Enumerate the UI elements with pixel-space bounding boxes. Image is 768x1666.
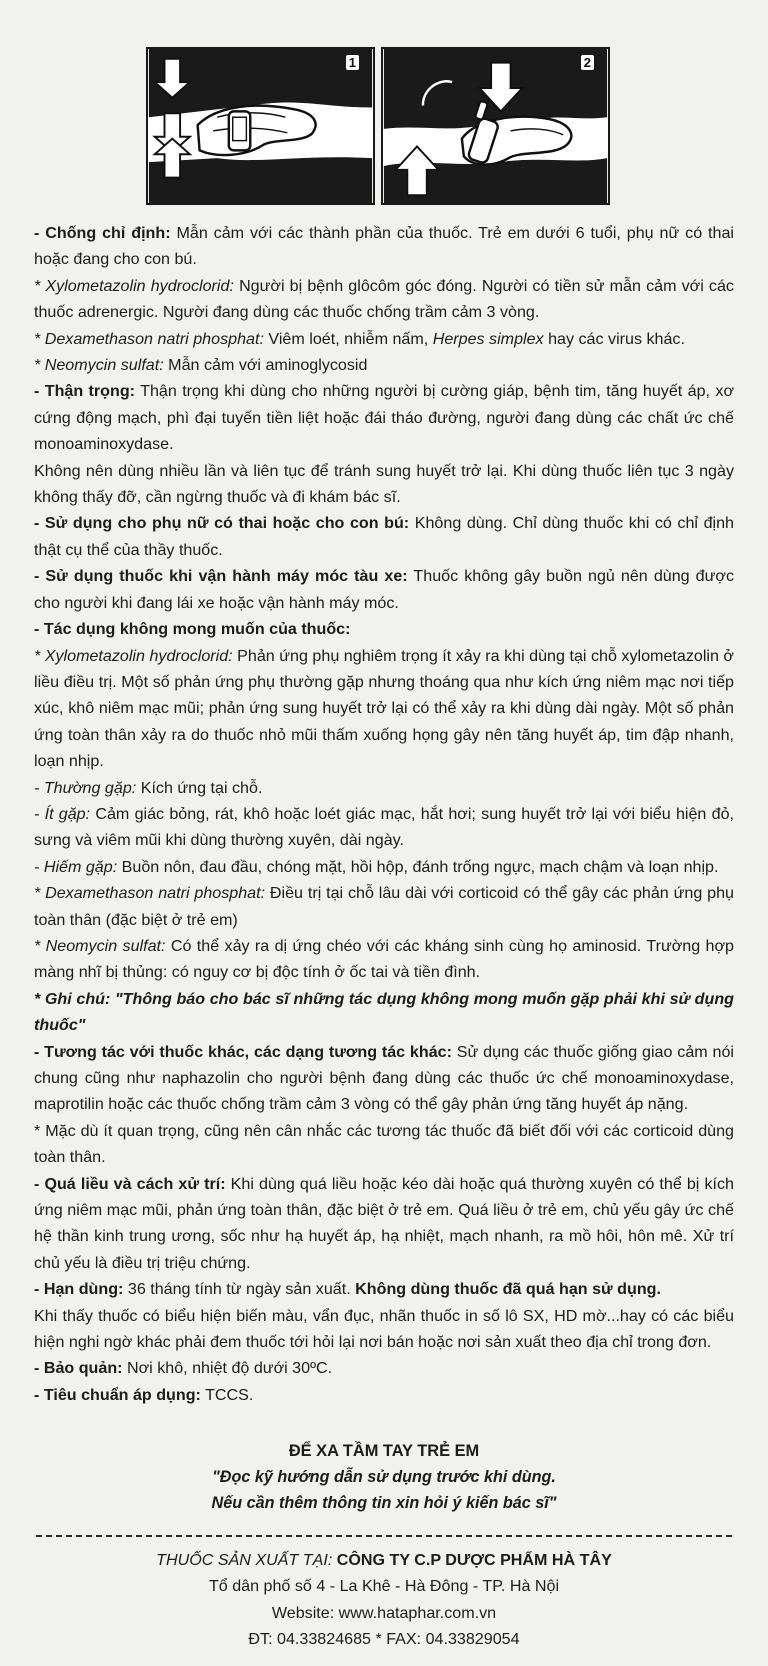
illustration-panel-2 bbox=[381, 47, 610, 205]
side-effects-uncommon: - Ít gặp: Cảm giác bỏng, rát, khô hoặc loét giác mạc, hắt hơi; sung huyết trở lại với biểu hiện đỏ, sưng và viêm mũi khi dùng thường xuyên, dài ngày. bbox=[34, 804, 734, 850]
storage: - Bảo quản: Nơi khô, nhiệt độ dưới 30ºC. bbox=[34, 1359, 333, 1378]
read-instructions-line-2: Nếu cần thêm thông tin xin hỏi ý kiến bác sĩ" bbox=[211, 1494, 557, 1512]
instruction-illustration bbox=[146, 47, 610, 205]
interactions: - Tương tác với thuốc khác, các dạng tương tác khác: Sử dụng các thuốc giống giao cảm nói chung cũng như naphazolin cho người bệnh đang dùng các thuốc ức chế monoaminoxydase, maprotilin hoặc các thuốc chống trầm cảm 3 vòng có thể gây phản ứng tăng huyết áp nặng. bbox=[34, 1042, 734, 1114]
side-effects-heading: - Tác dụng không mong muốn của thuốc: bbox=[34, 620, 351, 639]
keep-away-warning: ĐỂ XA TẦM TAY TRẺ EM bbox=[288, 1442, 480, 1460]
precautions: - Thận trọng: Thận trọng khi dùng cho những người bị cường giáp, bệnh tim, tăng huyết áp, xơ cứng động mạch, phì đại tuyến tiền liệt hoặc đái tháo đường, người đang dùng các chất ức chế monoaminoxydase. bbox=[34, 382, 735, 454]
shelf-life: - Hạn dùng: 36 tháng tính từ ngày sản xuất. Không dùng thuốc đã quá hạn sử dụng. bbox=[34, 1280, 661, 1299]
squeeze-bottle-icon bbox=[148, 49, 373, 203]
company-name: CÔNG TY C.P DƯỢC PHẨM HÀ TÂY bbox=[336, 1551, 612, 1569]
driving-label: - Sử dụng thuốc khi vận hành máy móc tàu xe: bbox=[34, 567, 408, 586]
manufacturer-line: THUỐC SẢN XUẤT TẠI: CÔNG TY C.P DƯỢC PHẨM HÀ TÂY bbox=[156, 1551, 612, 1569]
side-effects-common: - Thường gặp: Kích ứng tại chỗ. bbox=[34, 778, 263, 797]
interactions-label: - Tương tác với thuốc khác, các dạng tương tác khác: bbox=[34, 1042, 452, 1061]
nose-spray-icon bbox=[383, 49, 608, 203]
side-effects-note: * Ghi chú: "Thông báo cho bác sĩ những tác dụng không mong muốn gặp phải khi sử dụng thuốc" bbox=[34, 989, 734, 1035]
dashed-divider bbox=[36, 1535, 732, 1537]
overdose-label: - Quá liều và cách xử trí: bbox=[34, 1174, 226, 1193]
contraindications-label: - Chống chỉ định: bbox=[34, 224, 171, 242]
panel-number-2: 2 bbox=[581, 55, 594, 70]
shelf-life-note: Khi thấy thuốc có biểu hiện biến màu, vẩn đục, nhãn thuốc in số lô SX, HD mờ...hay có các biểu hiện nghi ngờ khác phải đem thuốc tới hỏi lại nơi bán hoặc nơi sản xuất theo địa chỉ trong đơn. bbox=[34, 1306, 734, 1352]
standard: - Tiêu chuẩn áp dụng: TCCS. bbox=[34, 1385, 254, 1404]
pregnancy: - Sử dụng cho phụ nữ có thai hoặc cho con bú: Không dùng. Chỉ dùng thuốc khi có chỉ định thật cụ thể của thầy thuốc. bbox=[34, 514, 735, 559]
contraindications-neomycin: * Neomycin sulfat: Mẫn cảm với aminoglycosid bbox=[34, 356, 368, 375]
panel-number-1: 1 bbox=[346, 55, 359, 70]
shelf-life-label: - Hạn dùng: bbox=[34, 1280, 124, 1299]
side-effects-dexamethason: * Dexamethason natri phosphat: Điều trị tại chỗ lâu dài với corticoid có thể gây các phản ứng phụ toàn thân (đặc biệt ở trẻ em) bbox=[34, 884, 734, 929]
side-effects-rare: - Hiếm gặp: Buồn nôn, đau đầu, chóng mặt, hồi hộp, đánh trống ngực, mạch chậm và loạn nhịp. bbox=[34, 857, 719, 876]
contraindications-dexamethason: * Dexamethason natri phosphat: Viêm loét, nhiễm nấm, Herpes simplex hay các virus khác. bbox=[34, 329, 685, 348]
driving: - Sử dụng thuốc khi vận hành máy móc tàu xe: Thuốc không gây buồn ngủ nên dùng được cho người khi đang lái xe hoặc vận hành máy móc. bbox=[34, 567, 735, 612]
interactions-note: * Mặc dù ít quan trọng, cũng nên cân nhắc các tương tác thuốc đã biết đối với các corticoid dùng toàn thân. bbox=[34, 1121, 734, 1167]
manufacturer-phone: ĐT: 04.33824685 * FAX: 04.33829054 bbox=[248, 1630, 520, 1649]
read-instructions-line-1: "Đọc kỹ hướng dẫn sử dụng trước khi dùng. bbox=[212, 1468, 556, 1486]
illustration-panel-1 bbox=[146, 47, 375, 205]
manufacturer-address: Tổ dân phố số 4 - La Khê - Hà Đông - TP. Hà Nội bbox=[208, 1577, 560, 1596]
side-effects-neomycin: * Neomycin sulfat: Có thể xảy ra dị ứng chéo với các kháng sinh cùng họ aminosid. Trường hợp màng nhĩ bị thủng: có nguy cơ bị độc tính ở ốc tai và tiền đình. bbox=[34, 936, 734, 982]
contraindications: - Chống chỉ định: Mẫn cảm với các thành phần của thuốc. Trẻ em dưới 6 tuổi, phụ nữ có thai hoặc đang cho con bú. bbox=[34, 224, 734, 269]
overdose: - Quá liều và cách xử trí: Khi dùng quá liều hoặc kéo dài hoặc quá thường xuyên có thể bị kích ứng niêm mạc mũi, phản ứng toàn thân, đặc biệt ở trẻ em. Quá liều ở trẻ em, chủ yếu gây ức chế hệ thần kinh trung ương, sốc như hạ huyết áp, hạ nhiệt, mạch nhanh, ra mồ hôi, hôn mê. Xử trí chủ yếu là điều trị triệu chứng. bbox=[34, 1174, 734, 1272]
manufacturer-block bbox=[34, 1547, 734, 1653]
precautions-label: - Thận trọng: bbox=[34, 382, 136, 401]
side-effects-xylometazolin: * Xylometazolin hydroclorid: Phản ứng phụ nghiêm trọng ít xảy ra khi dùng tại chỗ xylometazolin ở liều điều trị. Một số phản ứng phụ thường gặp nhưng thoáng qua như kích ứng niêm mạc nơi tiếp xúc, khô niêm mạc mũi; phản ứng sung huyết trở lại có thể xảy ra khi dùng dài ngày. Một số phản ứng toàn thân xảy ra do thuốc nhỏ mũi thấm xuống họng gây nên tăng huyết áp, tim đập nhanh, loạn nhịp. bbox=[34, 646, 734, 771]
footer-warning bbox=[34, 1438, 734, 1516]
standard-label: - Tiêu chuẩn áp dụng: bbox=[34, 1385, 201, 1404]
leaflet-text bbox=[34, 220, 734, 1408]
manufacturer-website: Website: www.hataphar.com.vn bbox=[271, 1603, 497, 1622]
pregnancy-label: - Sử dụng cho phụ nữ có thai hoặc cho con bú: bbox=[34, 514, 410, 533]
storage-label: - Bảo quản: bbox=[34, 1359, 123, 1378]
contraindications-xylometazolin: * Xylometazolin hydroclorid: Người bị bệnh glôcôm góc đóng. Người có tiền sử mẫn cảm với các thuốc adrenergic. Người đang dùng các thuốc chống trầm cảm 3 vòng. bbox=[34, 276, 734, 322]
precautions-note: Không nên dùng nhiều lần và liên tục để tránh sung huyết trở lại. Khi dùng thuốc liên tục 3 ngày không thấy đỡ, cần ngừng thuốc và đi khám bác sĩ. bbox=[34, 461, 734, 507]
